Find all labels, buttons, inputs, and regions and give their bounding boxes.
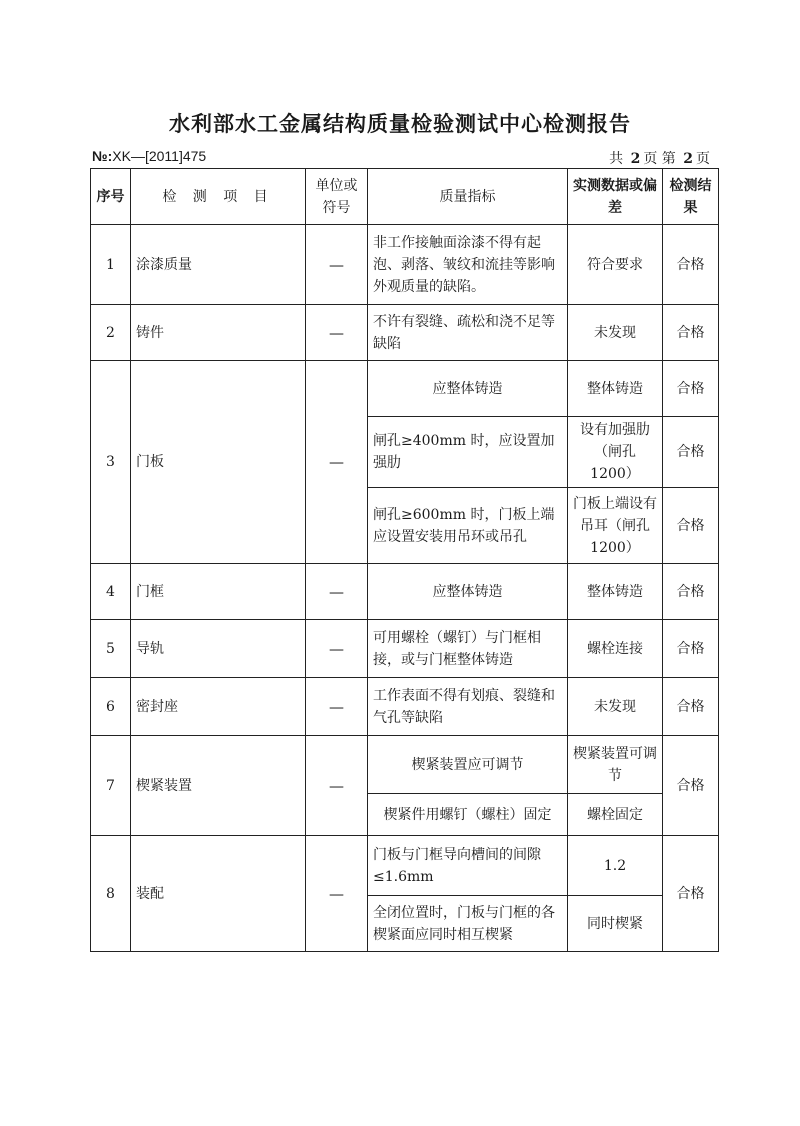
row-result: 合格: [663, 417, 719, 488]
row-measured: 未发现: [568, 305, 663, 361]
row-unit: —: [306, 836, 368, 952]
report-number: [92, 148, 206, 164]
page-total-unit: 页: [643, 151, 658, 167]
table-row: [91, 225, 719, 305]
row-spec: 门板与门框导向槽间的间隙≤1.6mm: [368, 836, 568, 896]
row-measured: 螺栓连接: [568, 620, 663, 678]
row-result: 合格: [663, 305, 719, 361]
table-row: [91, 736, 719, 794]
page-total: 2: [630, 151, 641, 167]
row-measured: 楔紧装置可调节: [568, 736, 663, 794]
row-spec: 闸孔≥600mm 时，门板上端应设置安装用吊环或吊孔: [368, 488, 568, 564]
row-measured: 1.2: [568, 836, 663, 896]
row-result: 合格: [663, 620, 719, 678]
header-spec: 质量指标: [368, 169, 568, 225]
row-result: 合格: [663, 678, 719, 736]
row-unit: —: [306, 736, 368, 836]
row-result: 合格: [663, 361, 719, 417]
page-current-prefix: 第: [661, 151, 676, 167]
row-result: 合格: [663, 736, 719, 836]
row-spec: 楔紧装置应可调节: [368, 736, 568, 794]
row-unit: —: [306, 564, 368, 620]
row-no: 1: [91, 225, 131, 305]
row-item: 涂漆质量: [131, 225, 306, 305]
row-spec: 非工作接触面涂漆不得有起泡、剥落、皱纹和流挂等影响外观质量的缺陷。: [368, 225, 568, 305]
row-measured: 符合要求: [568, 225, 663, 305]
row-unit: —: [306, 678, 368, 736]
row-item: 门板: [131, 361, 306, 564]
row-spec: 不许有裂缝、疏松和浇不足等缺陷: [368, 305, 568, 361]
row-no: 2: [91, 305, 131, 361]
row-item: 铸件: [131, 305, 306, 361]
row-measured: 同时楔紧: [568, 896, 663, 952]
header-result: 检测结果: [663, 169, 719, 225]
row-no: 5: [91, 620, 131, 678]
row-unit: —: [306, 225, 368, 305]
row-no: 4: [91, 564, 131, 620]
header-measured: 实测数据或偏差: [568, 169, 663, 225]
report-number-label: №:: [92, 148, 113, 164]
row-no: 7: [91, 736, 131, 836]
row-spec: 工作表面不得有划痕、裂缝和气孔等缺陷: [368, 678, 568, 736]
row-unit: —: [306, 361, 368, 564]
page-info: [609, 148, 710, 168]
row-unit: —: [306, 305, 368, 361]
header-no: 序号: [91, 169, 131, 225]
row-item: 门框: [131, 564, 306, 620]
report-title: 水利部水工金属结构质量检验测试中心检测报告: [169, 112, 631, 136]
header-row: [91, 169, 719, 225]
table-row: [91, 361, 719, 417]
row-measured: 门板上端设有吊耳（闸孔1200）: [568, 488, 663, 564]
report-meta: [92, 148, 712, 168]
page-current-unit: 页: [696, 151, 710, 167]
table-row: [91, 305, 719, 361]
row-spec: 闸孔≥400mm 时，应设置加强肋: [368, 417, 568, 488]
inspection-table: [90, 168, 719, 952]
row-measured: 整体铸造: [568, 361, 663, 417]
row-spec: 应整体铸造: [368, 361, 568, 417]
row-item: 装配: [131, 836, 306, 952]
page-current: 2: [683, 151, 693, 167]
header-item: 检 测 项 目: [131, 169, 306, 225]
row-no: 6: [91, 678, 131, 736]
table-row: [91, 678, 719, 736]
table-row: [91, 836, 719, 896]
row-measured: 螺栓固定: [568, 794, 663, 836]
table-row: [91, 564, 719, 620]
row-measured: 设有加强肋（闸孔1200）: [568, 417, 663, 488]
row-unit: —: [306, 620, 368, 678]
row-item: 密封座: [131, 678, 306, 736]
row-result: 合格: [663, 488, 719, 564]
row-spec: 应整体铸造: [368, 564, 568, 620]
row-item: 导轨: [131, 620, 306, 678]
row-result: 合格: [663, 836, 719, 952]
row-spec: 全闭位置时，门板与门框的各楔紧面应同时相互楔紧: [368, 896, 568, 952]
row-result: 合格: [663, 225, 719, 305]
row-item: 楔紧装置: [131, 736, 306, 836]
row-measured: 未发现: [568, 678, 663, 736]
page-total-prefix: 共: [609, 151, 624, 167]
row-no: 3: [91, 361, 131, 564]
table-row: [91, 620, 719, 678]
header-unit: 单位或符号: [306, 169, 368, 225]
row-spec: 可用螺栓（螺钉）与门框相接，或与门框整体铸造: [368, 620, 568, 678]
report-number-value: XK—[2011]475: [112, 148, 207, 164]
row-spec: 楔紧件用螺钉（螺柱）固定: [368, 794, 568, 836]
row-measured: 整体铸造: [568, 564, 663, 620]
row-no: 8: [91, 836, 131, 952]
row-result: 合格: [663, 564, 719, 620]
